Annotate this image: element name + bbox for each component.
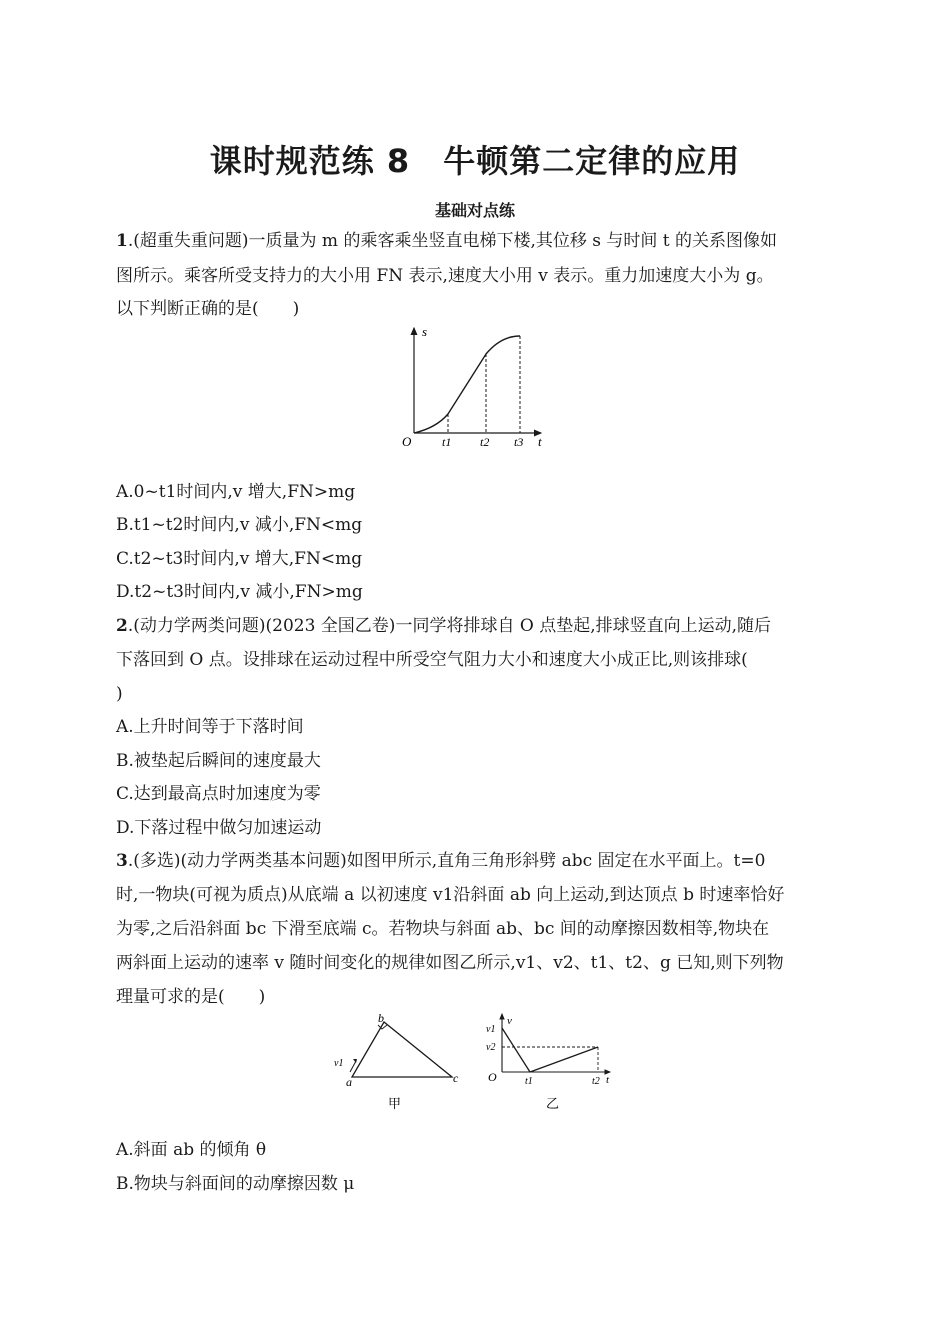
label-v1: v1	[334, 1058, 344, 1069]
label-c: c	[453, 1071, 459, 1085]
q3-line-4: 两斜面上运动的速率 v 随时间变化的规律如图乙所示,v1、v2、t1、t2、g 已知,则下列物	[116, 953, 784, 973]
q2-option-a[interactable]: A.上升时间等于下落时间	[116, 717, 304, 737]
q3-option-b[interactable]: B.物块与斜面间的动摩擦因数 μ	[116, 1174, 355, 1194]
wedge-triangle	[352, 1022, 452, 1077]
q2-line-2: 下落回到 O 点。设排球在运动过程中所受空气阻力大小和速度大小成正比,则该排球(	[116, 650, 748, 670]
q3-figure-yi	[480, 1010, 620, 1114]
v1-tick-label: v1	[486, 1024, 496, 1035]
section-heading: 基础对点练	[434, 201, 515, 220]
origin-label: O	[402, 434, 412, 449]
q1-line-3: 以下判断正确的是( )	[116, 299, 300, 319]
s-axis-label: s	[422, 324, 428, 339]
q3-figure-jia	[330, 1014, 470, 1114]
q1-line-1: 1.(超重失重问题)一质量为 m 的乘客乘坐竖直电梯下楼,其位移 s 与时间 t 的关系图像如	[116, 231, 778, 251]
q2-option-b[interactable]: B.被垫起后瞬间的速度最大	[116, 751, 321, 771]
q2-number: 2	[116, 616, 128, 636]
v1-arrow	[350, 1061, 356, 1072]
q3-number: 3	[116, 851, 128, 871]
t1-tick-label: t1	[525, 1076, 533, 1087]
q1-number: 1	[116, 231, 128, 251]
q2-option-c[interactable]: C.达到最高点时加速度为零	[116, 784, 321, 804]
q1-st-graph	[396, 322, 556, 452]
caption-jia: 甲	[388, 1097, 402, 1112]
q1-option-a[interactable]: A.0~t1时间内,v 增大,FN>mg	[116, 482, 356, 502]
t1-label: t1	[442, 435, 452, 449]
page-title: 课时规范练 8 牛顿第二定律的应用	[209, 142, 741, 180]
q3-line-1: 3.(多选)(动力学两类基本问题)如图甲所示,直角三角形斜劈 abc 固定在水平面上。t=0	[116, 851, 766, 871]
t-axis-label: t	[606, 1074, 610, 1086]
q1-option-d[interactable]: D.t2~t3时间内,v 减小,FN>mg	[116, 582, 363, 602]
v-axis-label: v	[507, 1015, 512, 1027]
q1-option-b[interactable]: B.t1~t2时间内,v 减小,FN<mg	[116, 515, 363, 535]
q3-line-5: 理量可求的是( )	[116, 987, 266, 1007]
q3-line-2: 时,一物块(可视为质点)从底端 a 以初速度 v1沿斜面 ab 向上运动,到达顶点 b 时速率恰好	[116, 885, 785, 905]
q1-option-c[interactable]: C.t2~t3时间内,v 增大,FN<mg	[116, 549, 363, 569]
origin-label: O	[488, 1070, 497, 1084]
q3-option-a[interactable]: A.斜面 ab 的倾角 θ	[116, 1140, 267, 1160]
t2-tick-label: t2	[592, 1076, 600, 1087]
t2-label: t2	[480, 435, 490, 449]
s-t-curve	[414, 336, 520, 433]
label-a: a	[346, 1075, 352, 1089]
v-line-up	[502, 1028, 530, 1072]
caption-yi: 乙	[546, 1097, 560, 1112]
q3-line-3: 为零,之后沿斜面 bc 下滑至底端 c。若物块与斜面 ab、bc 间的动摩擦因数相等,物块在	[116, 919, 770, 939]
q2-option-d[interactable]: D.下落过程中做匀加速运动	[116, 818, 322, 838]
v-line-down	[530, 1047, 598, 1072]
q1-line-2: 图所示。乘客所受支持力的大小用 FN 表示,速度大小用 v 表示。重力加速度大小为 g。	[116, 266, 774, 286]
label-b: b	[378, 1014, 384, 1025]
t-axis-label: t	[538, 434, 542, 449]
t3-label: t3	[514, 435, 524, 449]
v2-tick-label: v2	[486, 1042, 496, 1053]
q2-line-3: )	[116, 684, 123, 704]
q2-line-1: 2.(动力学两类问题)(2023 全国乙卷)一同学将排球自 O 点垫起,排球竖直向上运动,随后	[116, 616, 771, 636]
